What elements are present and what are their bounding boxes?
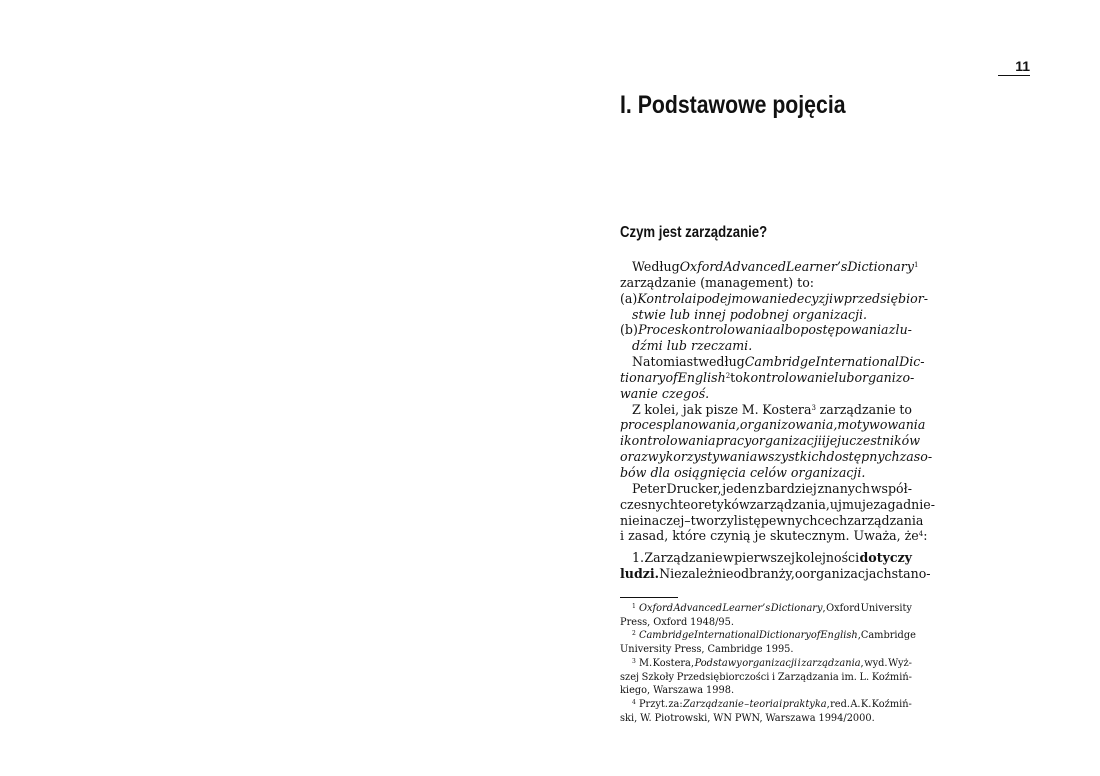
footnote-ref-2: 2 <box>725 371 731 380</box>
footnote-ref-3: 3 <box>811 403 816 412</box>
footnote-ref-4: 4 <box>918 530 924 539</box>
body-text: Według Oxford Advanced Learner’s Dictionary$^1$ zarządzanie (management) to: (a) Kontrola i podejmowanie decyzji w przedsiębior- stwie lub innej podobnej organizacji. (b) Proces kontrolowania albo postępowania z lu- dźmi lub rzeczami. Natomiast według Cambridge International Dic- tionary of English$^2$ to kontrolowanie lub organizo- wanie czegoś. Z kolei, jak pisze M. Kostera$^3$ zarządzanie to proces planowania, organizowania, motywowania i kontrolowania pracy organizacji i jej uczestników oraz wykorzystywania wszystkich dostępnych zaso- bów dla osiągnięcia celów organizacji. Peter Drucker, jeden z bardziej znanych współ- czesnych teoretyków zarządzania, ujmuje zagadnie- nie inaczej – tworzy listę pewnych cech zarządzania i zasad, które czynią je skutecznym. Uważa, $że^4$: 1. Zarządzanie w pierwszej kolejności dotyczy ludzi. Niezależnie od branży, o organizacjach stano- <box>620 259 935 582</box>
footnotes: $^1$ Oxford Advanced Learner’s Dictionary, Oxford University Press, Oxford 1948/95. $^2$ Cambridge International Dictionary of English, Cambridge University Press, Cambridge 1995. $^3$ M. Kostera, Podstawy organizacji i zarządzania, wyd. Wyż- szej Szkoły Przedsiębiorczości i Zarządzania im. L. Koźmiń- kiego, Warszawa 1998. $^4$ Przyt. za: Zarządzanie – teoria i praktyka, red. A. K. Koźmiń- ski, W. Piotrowski, WN PWN, Warszawa 1994/2000. <box>620 603 916 724</box>
page-number: 11 <box>998 58 1030 76</box>
footnote-ref-1: 1 <box>913 261 919 269</box>
section-title: Czym jest zarządzanie? <box>620 224 768 241</box>
chapter-title: I. Podstawowe pojęcia <box>620 91 846 119</box>
footnote-separator <box>620 597 678 598</box>
